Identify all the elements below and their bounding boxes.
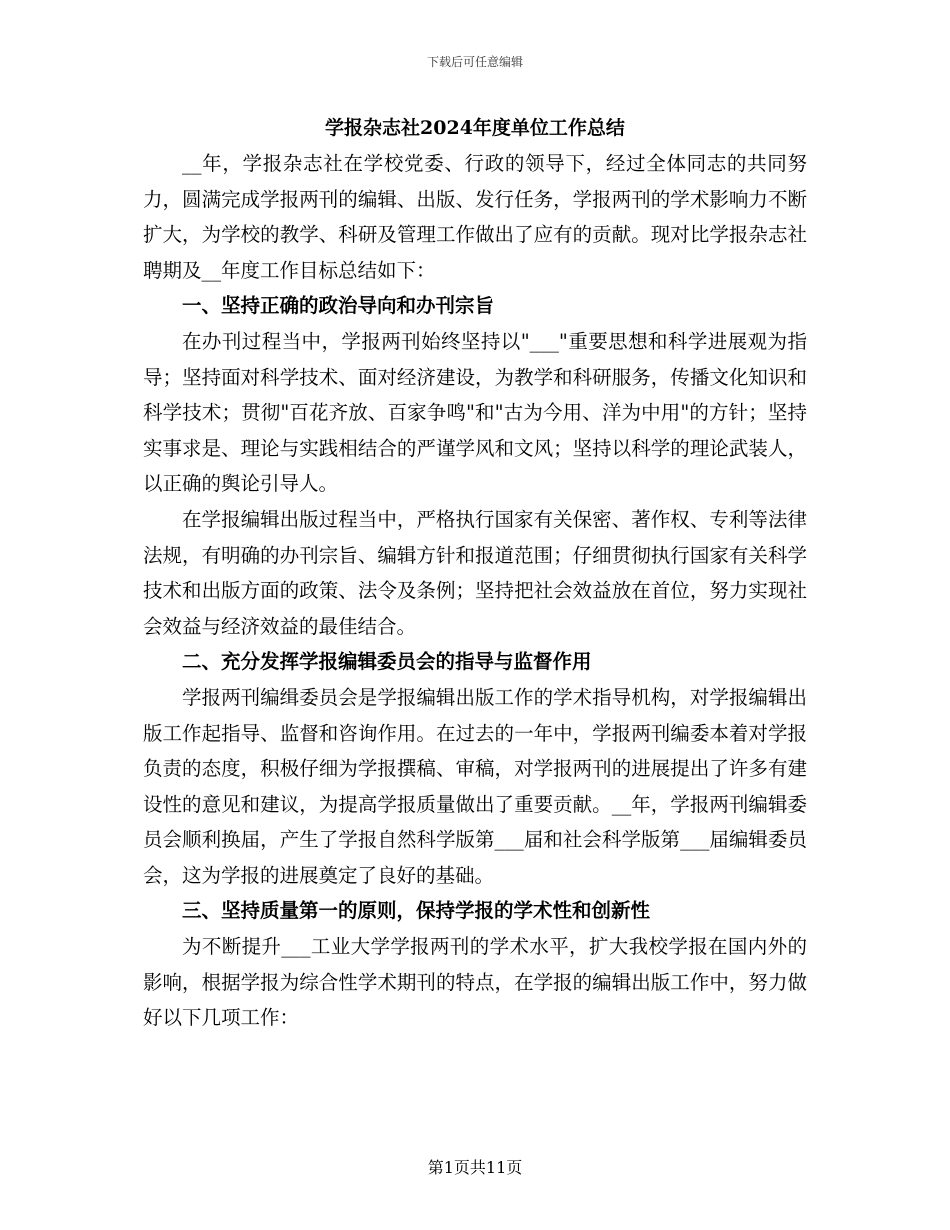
section-2-heading: 二、充分发挥学报编辑委员会的指导与监督作用 [182, 650, 592, 674]
document-body [143, 146, 807, 1036]
document-title: 学报杂志社2024年度单位工作总结 [325, 117, 625, 139]
intro-paragraph: __年，学报杂志社在学校党委、行政的领导下，经过全体同志的共同努力，圆满完成学报两刊的编辑、出版、发行任务，学报两刊的学术影响力不断扩大，为学校的教学、科研及管理工作做出了应有的贡献。现对比学报杂志社聘期及__年度工作目标总结如下： [143, 152, 807, 282]
page-number: 第1页共11页 [427, 1158, 523, 1177]
section-2-paragraph-1: 学报两刊编缉委员会是学报编辑出版工作的学术指导机构，对学报编辑出版工作起指导、监督和咨询作用。在过去的一年中，学报两刊编委本着对学报负责的态度，积极仔细为学报撰稿、审稿，对学报两刊的进展提出了许多有建设性的意见和建议，为提高学报质量做出了重要贡献。__年，学报两刊编辑委员会顺利换届，产生了学报自然科学版第___届和社会科学版第___届编辑委员会，这为学报的进展奠定了良好的基础。 [143, 685, 807, 887]
section-3-paragraph-1: 为不断提升___工业大学学报两刊的学术水平，扩大我校学报在国内外的影响，根据学报为综合性学术期刊的特点，在学报的编辑出版工作中，努力做好以下几项工作： [143, 935, 807, 1030]
page-header: 下载后可任意编辑 [426, 55, 523, 69]
section-1-paragraph-1: 在办刊过程当中，学报两刊始终坚持以"___"重要思想和科学进展观为指导；坚持面对科学技术、面对经济建设，为教学和科研服务，传播文化知识和科学技术；贯彻"百花齐放、百家争鸣"和"古为今用、洋为中用"的方针；坚持实事求是、理论与实践相结合的严谨学风和文风；坚持以科学的理论武装人，以正确的舆论引导人。 [143, 329, 807, 496]
section-3-heading: 三、坚持质量第一的原则，保持学报的学术性和创新性 [182, 899, 651, 923]
section-1-paragraph-2: 在学报编辑出版过程当中，严格执行国家有关保密、著作权、专利等法律法规，有明确的办刊宗旨、编辑方针和报道范围；仔细贯彻执行国家有关科学技术和出版方面的政策、法令及条例；坚持把社会效益放在首位，努力实现社会效益与经济效益的最佳结合。 [143, 507, 807, 638]
section-1-heading: 一、坚持正确的政治导向和办刊宗旨 [182, 294, 495, 318]
